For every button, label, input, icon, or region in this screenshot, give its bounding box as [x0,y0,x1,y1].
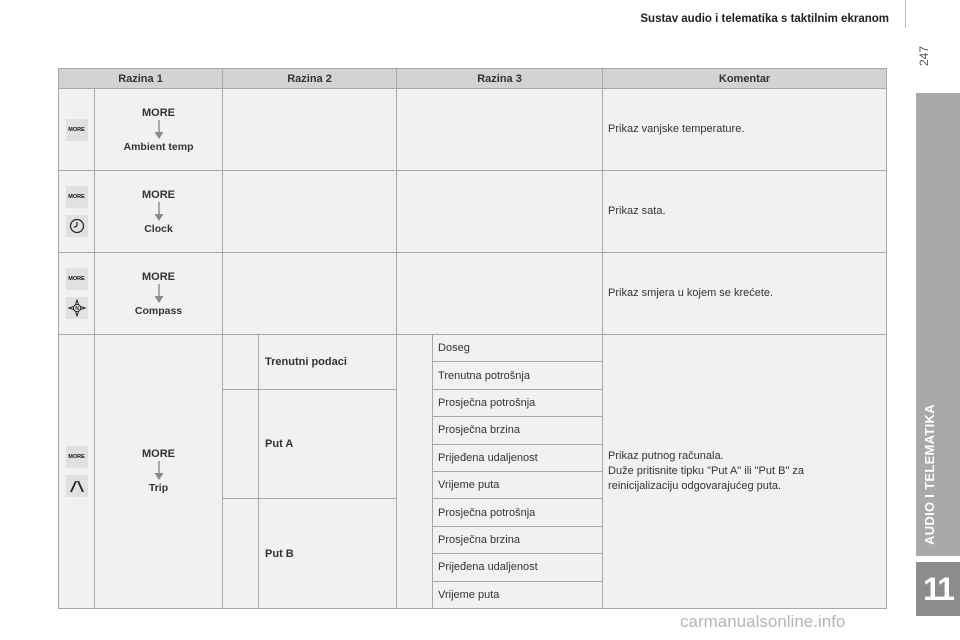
more-icon: MORE [66,446,88,468]
table-row [59,171,887,253]
trip-item: Prosječna brzina [433,526,603,553]
icon-cell [59,171,95,253]
put-b-label: Put B [259,499,397,609]
chapter-number: 11 [916,562,960,616]
trip-item: Prijeđena udaljenost [433,444,603,471]
level-3-spacer [397,335,433,609]
svg-text:N: N [74,306,79,312]
level-2-cell [223,171,397,253]
trenutni-podaci-label: Trenutni podaci [259,335,397,390]
table-header-row [59,69,887,89]
column-header-level-2: Razina 2 [223,69,397,89]
trip-item: Trenutna potrošnja [433,362,603,389]
level-3-cell [397,171,603,253]
page-number: 247 [917,45,931,66]
more-label: MORE [142,106,175,119]
level-3-cell [397,253,603,335]
ambient-temp-label: Ambient temp [123,140,194,153]
clock-icon [66,215,88,237]
page-header-title: Sustav audio i telematika s taktilnim ekranom [640,13,889,25]
arrow-down-icon [154,202,164,221]
trip-comment-line: reinicijalizaciju odgovarajućeg puta. [608,479,782,492]
watermark: carmanualsonline.info [680,612,846,631]
chapter-side-title: AUDIO I TELEMATIKA [922,404,937,545]
level-2-spacer [223,389,259,499]
trip-item: Doseg [433,335,603,362]
level-1-cell [95,253,223,335]
menu-levels-table [58,68,887,609]
level-2-cell [223,89,397,171]
comment-cell [603,335,887,609]
trip-item: Prosječna potrošnja [433,389,603,416]
level-2-spacer [223,335,259,390]
level-2-cell [223,253,397,335]
column-header-level-1: Razina 1 [59,69,223,89]
table-row [59,89,887,171]
trip-item: Vrijeme puta [433,471,603,498]
more-icon: MORE [66,268,88,290]
comment-cell: Prikaz vanjske temperature. [603,89,887,171]
column-header-comment: Komentar [603,69,887,89]
more-label: MORE [142,270,175,283]
level-1-cell [95,89,223,171]
arrow-down-icon [154,120,164,139]
put-a-label: Put A [259,389,397,499]
trip-comment-line: Duže pritisnite tipku "Put A" ili "Put B" za [608,464,805,477]
trip-icon [66,475,88,497]
icon-cell [59,335,95,609]
trip-label: Trip [148,482,169,495]
more-icon: MORE [66,119,88,141]
arrow-down-icon [154,284,164,303]
arrow-down-icon [154,461,164,480]
clock-label: Clock [144,222,173,235]
trip-item: Vrijeme puta [433,581,603,608]
header-divider [905,0,906,28]
comment-cell: Prikaz smjera u kojem se krećete. [603,253,887,335]
icon-cell [59,253,95,335]
more-icon: MORE [66,186,88,208]
trip-item: Prosječna potrošnja [433,499,603,526]
table-row [59,253,887,335]
trip-comment-line: Prikaz putnog računala. [608,449,724,462]
compass-icon [66,297,88,319]
more-label: MORE [142,448,175,461]
more-label: MORE [142,188,175,201]
level-1-cell [95,171,223,253]
trip-item: Prijeđena udaljenost [433,554,603,581]
level-3-cell [397,89,603,171]
column-header-level-3: Razina 3 [397,69,603,89]
trip-item: Prosječna brzina [433,417,603,444]
comment-cell: Prikaz sata. [603,171,887,253]
compass-label: Compass [134,304,183,317]
level-2-spacer [223,499,259,609]
level-1-cell [95,335,223,609]
table-row [59,335,887,362]
icon-cell [59,89,95,171]
